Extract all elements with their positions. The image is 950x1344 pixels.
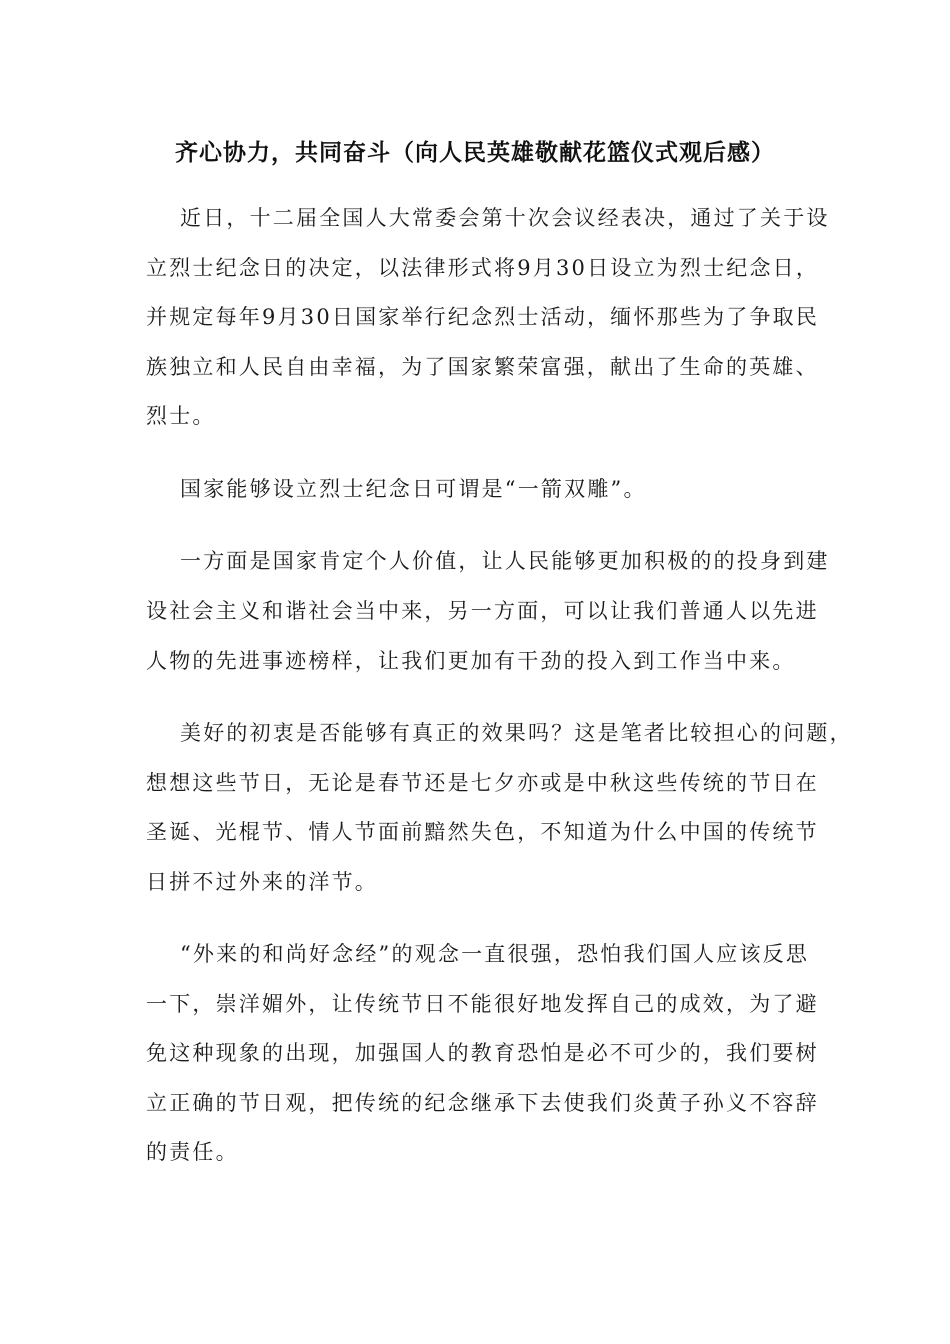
paragraph-5-line-4: 立正确的节日观，把传统的纪念继承下去使我们炎黄子孙义不容辞 [146,1091,819,1115]
paragraph-4-line-4: 日拼不过外来的洋节。 [146,870,378,894]
paragraph-4-line-2: 想想这些节日，无论是春节还是七夕亦或是中秋这些传统的节日在 [146,771,819,795]
paragraph-4-line-3: 圣诞、光棍节、情人节面前黯然失色，不知道为什么中国的传统节 [146,820,819,844]
paragraph-4-line-1: 美好的初衷是否能够有真正的效果吗？这是笔者比较担心的问题， [180,721,853,745]
document-title: 齐心协力，共同奋斗（向人民英雄敬献花篮仪式观后感） [175,140,775,166]
paragraph-5-line-2: 一下，崇洋媚外，让传统节日不能很好地发挥自己的成效，为了避 [146,992,819,1016]
paragraph-5-line-3: 免这种现象的出现，加强国人的教育恐怕是必不可少的，我们要树 [146,1041,819,1065]
paragraph-1-line-2: 立烈士纪念日的决定，以法律形式将9月30日设立为烈士纪念日， [146,256,820,280]
paragraph-2-line-1: 国家能够设立烈士纪念日可谓是“一箭双雕”。 [180,477,647,501]
paragraph-1-line-4: 族独立和人民自由幸福，为了国家繁荣富强，献出了生命的英雄、 [146,355,819,379]
paragraph-1-line-1: 近日，十二届全国人大常委会第十次会议经表决，通过了关于设 [180,206,830,230]
paragraph-3-line-3: 人物的先进事迹榜样，让我们更加有干劲的投入到工作当中来。 [146,649,796,673]
paragraph-5-line-5: 的责任。 [146,1140,239,1164]
paragraph-1-line-5: 烈士。 [146,404,216,428]
paragraph-3-line-2: 设社会主义和谐社会当中来，另一方面，可以让我们普通人以先进 [146,599,819,623]
paragraph-5-line-1: “外来的和尚好念经”的观念一直很强，恐怕我们国人应该反思 [180,942,810,966]
paragraph-3-line-1: 一方面是国家肯定个人价值，让人民能够更加积极的的投身到建 [180,549,830,573]
paragraph-1-line-3: 并规定每年9月30日国家举行纪念烈士活动，缅怀那些为了争取民 [146,305,820,329]
